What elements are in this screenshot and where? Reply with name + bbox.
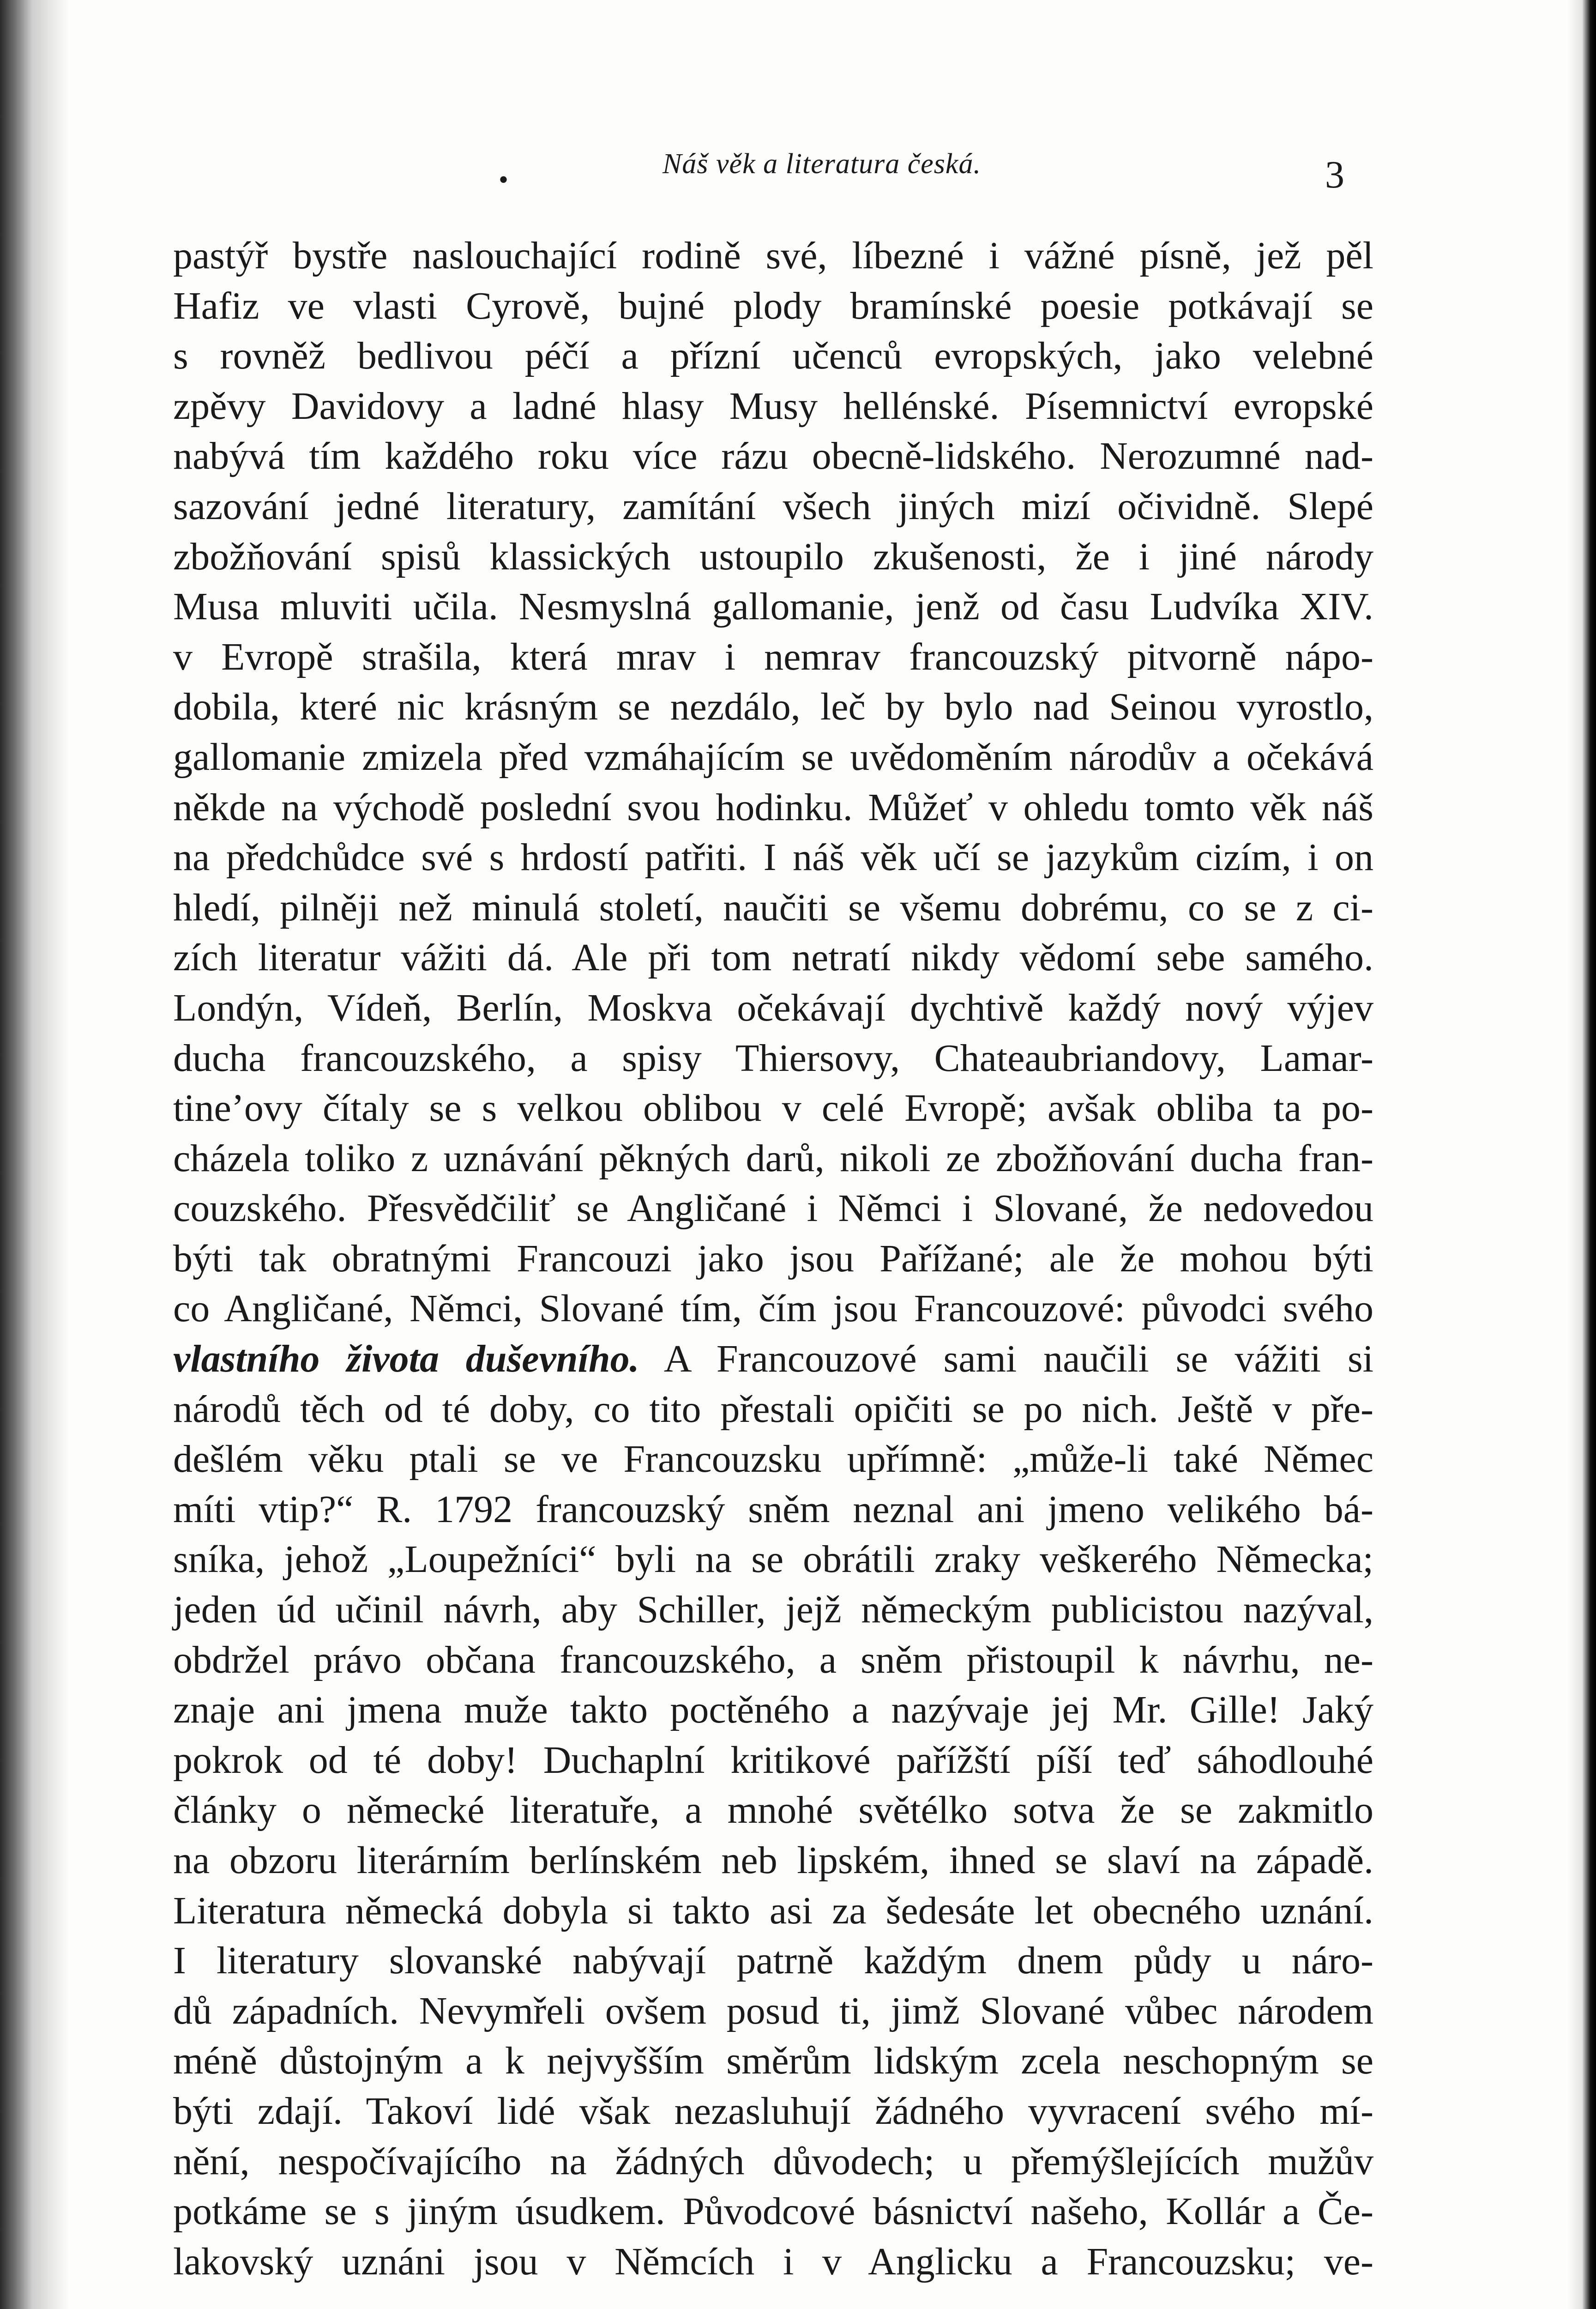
text-line: potkáme se s jiným úsudkem. Původcové básnictví našeho, Kollár a Če-	[173, 2190, 1373, 2233]
text-line: pastýř bystře naslouchající rodině své, líbezné i vážné písně, jež pěl	[173, 234, 1373, 277]
text-line: cházela toliko z uznávání pěkných darů, nikoli ze zbožňování ducha fran-	[173, 1136, 1373, 1180]
running-head-dot: •	[499, 164, 509, 195]
running-title: Náš věk a literatura česká.	[662, 148, 981, 180]
text-line: Musa mluviti učila. Nesmyslná gallomanie, jenž od času Ludvíka XIV.	[173, 585, 1373, 629]
text-line: zích literatur vážiti dá. Ale při tom netratí nikdy vědomí sebe samého.	[173, 936, 1373, 979]
text-line: Literatura německá dobyla si takto asi za šedesáte let obecného uznání.	[173, 1889, 1373, 1932]
text-line: sníka, jehož „Loupežníci“ byli na se obrátili zraky veškerého Německa;	[173, 1538, 1373, 1581]
text-line: býti tak obratnými Francouzi jako jsou Pařížané; ale že mohou býti	[173, 1237, 1373, 1280]
text-line: I literatury slovanské nabývají patrně každým dnem půdy u náro-	[173, 1939, 1373, 1983]
text-line: lakovský uznáni jsou v Němcích i v Anglicku a Francouzsku; ve-	[173, 2240, 1373, 2283]
text-line: tine’ovy čítaly se s velkou oblibou v celé Evropě; avšak obliba ta po-	[173, 1087, 1373, 1130]
text-line: méně důstojným a k nejvyšším směrům lidským zcela neschopným se	[173, 2039, 1373, 2083]
text-line: dů západních. Nevymřeli ovšem posud ti, jimž Slované vůbec národem	[173, 1989, 1373, 2032]
text-line: sazování jedné literatury, zamítání všech jiných mizí očividně. Slepé	[173, 484, 1373, 528]
text-line: národů těch od té doby, co tito přestali opičiti se po nich. Ještě v pře-	[173, 1387, 1373, 1431]
binding-gutter	[0, 0, 69, 2309]
text-line: ducha francouzského, a spisy Thiersovy, Chateaubriandovy, Lamar-	[173, 1036, 1373, 1080]
text-line: nění, nespočívajícího na žádných důvodech; u přemýšlejících mužův	[173, 2140, 1373, 2183]
text-line: dobila, které nic krásným se nezdálo, leč by bylo nad Seinou vyrostlo,	[173, 685, 1373, 729]
text-line: co Angličané, Němci, Slované tím, čím jsou Francouzové: původci svého	[173, 1287, 1373, 1330]
text-line-emphasis	[173, 1334, 1373, 1384]
text-line: na obzoru literárním berlínském neb lipském, ihned se slaví na západě.	[173, 1839, 1373, 1882]
text-line: míti vtip?“ R. 1792 francouzský sněm neznal ani jmeno velikého bá-	[173, 1487, 1373, 1531]
page-number: 3	[1325, 153, 1344, 196]
text-line: v Evropě strašila, která mrav i nemrav francouzský pitvorně nápo-	[173, 635, 1373, 678]
text-line: obdržel právo občana francouzského, a sněm přistoupil k návrhu, ne-	[173, 1638, 1373, 1681]
text-line: s rovněž bedlivou péčí a přízní učenců evropských, jako velebné	[173, 334, 1373, 378]
text-line: dešlém věku ptali se ve Francouzsku upřímně: „může-li také Němec	[173, 1438, 1373, 1481]
text-line: pokrok od té doby! Duchaplní kritikové pařížští píší teď sáhodlouhé	[173, 1738, 1373, 1782]
text-line: Hafiz ve vlasti Cyrově, bujné plody bramínské poesie potkávají se	[173, 284, 1373, 327]
text-line: gallomanie zmizela před vzmáhajícím se uvědoměním národův a očekává	[173, 735, 1373, 779]
emphasized-phrase: vlastního života duševního.	[173, 1337, 639, 1381]
body-text	[173, 231, 1373, 2287]
text-line: jeden úd učinil návrh, aby Schiller, jejž německým publicistou nazýval,	[173, 1588, 1373, 1632]
text-line: někde na východě poslední svou hodinku. Můžeť v ohledu tomto věk náš	[173, 786, 1373, 829]
text-fragment: A Francouzové sami naučili se vážiti si	[639, 1337, 1373, 1381]
text-line: na předchůdce své s hrdostí patřiti. I náš věk učí se jazykům cizím, i on	[173, 836, 1373, 879]
text-line: býti zdají. Takoví lidé však nezasluhují žádného vyvracení svého mí-	[173, 2089, 1373, 2133]
text-line: zpěvy Davidovy a ladné hlasy Musy hellénské. Písemnictví evropské	[173, 384, 1373, 428]
page-edge	[1568, 0, 1596, 2309]
text-line: Londýn, Vídeň, Berlín, Moskva očekávají dychtivě každý nový výjev	[173, 986, 1373, 1029]
text-line: články o německé literatuře, a mnohé světélko sotva že se zakmitlo	[173, 1789, 1373, 1832]
text-line: znaje ani jmena muže takto poctěného a nazývaje jej Mr. Gille! Jaký	[173, 1688, 1373, 1732]
text-line: zbožňování spisů klassických ustoupilo zkušenosti, že i jiné národy	[173, 535, 1373, 578]
text-line: nabývá tím každého roku více rázu obecně-lidského. Nerozumné nad-	[173, 435, 1373, 478]
text-line: couzského. Přesvědčiliť se Angličané i Němci i Slované, že nedovedou	[173, 1187, 1373, 1230]
text-line: hledí, pilněji než minulá století, naučiti se všemu dobrému, co se z ci-	[173, 886, 1373, 929]
